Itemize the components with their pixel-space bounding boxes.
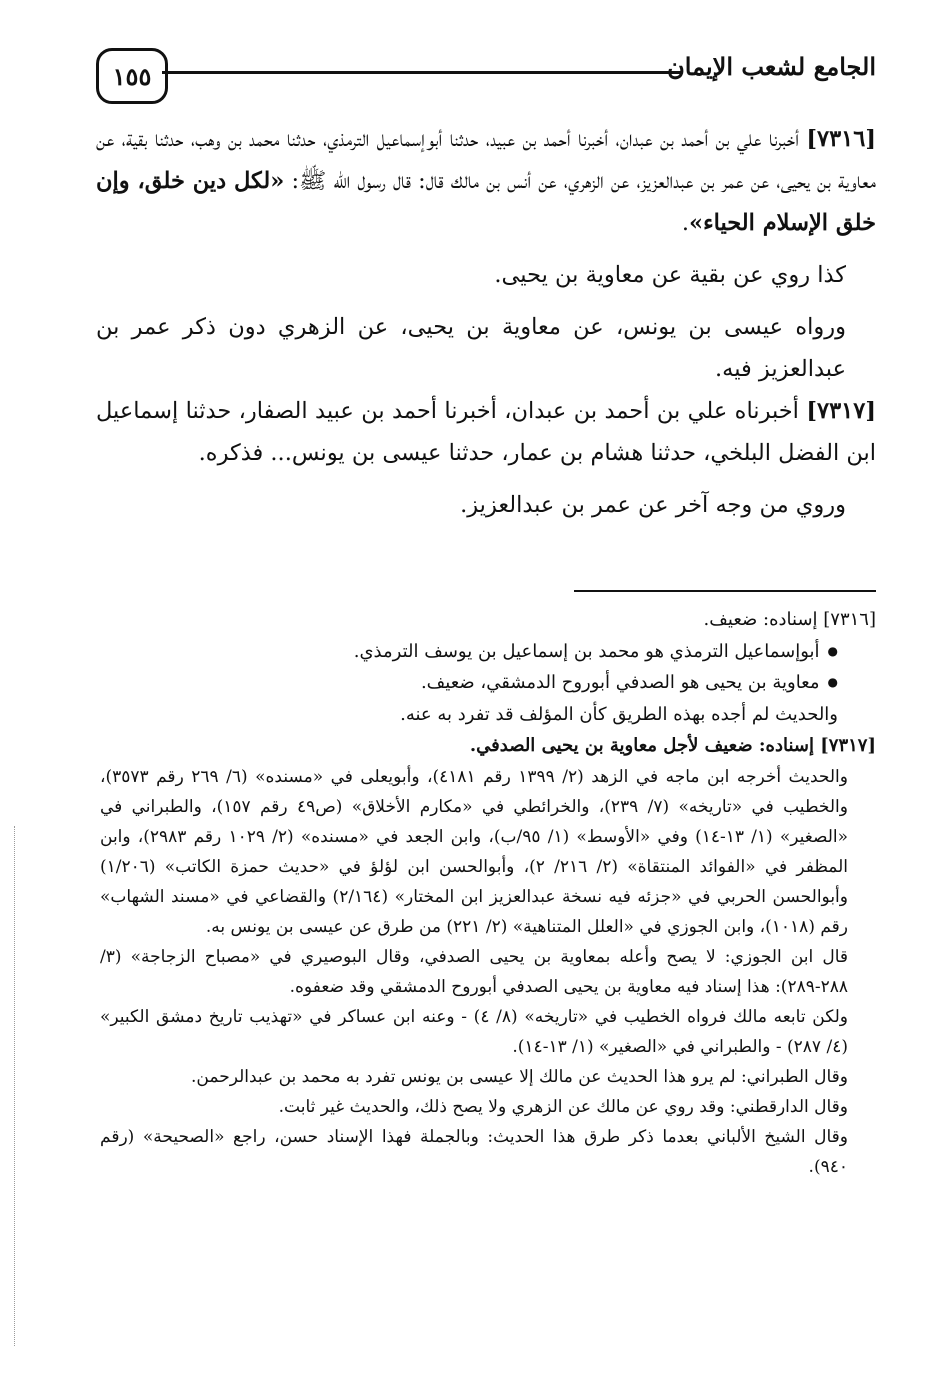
note-bullet: ● معاوية بن يحيى هو الصدفي أبوروح الدمشقي، ضعيف.: [100, 667, 876, 699]
note-paragraph: وقال الدارقطني: وقد روي عن مالك عن الزهري ولا يصح ذلك، والحديث غير ثابت.: [278, 1096, 848, 1117]
paragraph: ورواه عيسى بن يونس، عن معاوية بن يحيى، عن الزهري دون ذكر عمر بن عبدالعزيز فيه.: [96, 314, 846, 382]
hadith-7317: [96, 390, 876, 474]
note-paragraph: قال ابن الجوزي: لا يصح وأعله بمعاوية بن يحيى الصدفي، وقال البوصيري في «مصباح الزجاجة» (٣/ ٢٨٨-٢٨٩): هذا إسناد فيه معاوية بن يحيى الصدفي أبوروح الدمشقي وقد ضعفوه.: [100, 946, 848, 997]
hadith-isnad: أخبرنا علي بن أحمد بن عبدان، أخبرنا أحمد بن عبيد، حدثنا أبوإسماعيل الترمذي، حدثنا محمد بن وهب، حدثنا بقية، عن معاوية بن يحيى، عن عمر بن عبدالعزيز، عن الزهري، عن أنس بن مالك قال: قال رسول الله ﷺ:: [96, 126, 876, 194]
hadith-end: .: [681, 210, 689, 236]
note-paragraph: وقال الطبراني: لم يرو هذا الحديث عن مالك إلا عيسى بن يونس تفرد به محمد بن عبدالرحمن.: [191, 1066, 848, 1087]
running-title: الجامع لشعب الإيمان: [667, 52, 876, 81]
scan-margin-mark: [14, 826, 17, 1346]
page-number: ١٥٥: [96, 48, 168, 104]
note-paragraph: وقال الشيخ الألباني بعدما ذكر طرق هذا الحديث: وبالجملة فهذا الإسناد حسن، راجع «الصحيحة» (رقم ٩٤٠).: [100, 1126, 848, 1177]
note-bullet: ● أبوإسماعيل الترمذي هو محمد بن إسماعيل بن يوسف الترمذي.: [100, 636, 876, 668]
header-rule: [162, 71, 682, 74]
note-grade: إسناده: ضعيف.: [703, 609, 824, 630]
footnotes: [100, 604, 876, 1182]
note-heading: [100, 604, 876, 636]
page-header: [96, 40, 876, 110]
note-heading: [100, 730, 876, 762]
hadith-isnad: أخبرناه علي بن أحمد بن عبدان، أخبرنا أحمد بن عبيد الصفار، حدثنا إسماعيل ابن الفضل البلخي، حدثنا هشام بن عمار، حدثنا عيسى بن يونس... فذكره.: [96, 398, 876, 466]
hadith-number: [٧٣١٧]: [806, 398, 876, 424]
main-text: [96, 118, 876, 526]
hadith-7316: [96, 118, 876, 244]
note-number: [٧٣١٧]: [820, 735, 876, 756]
paragraph: كذا روي عن بقية عن معاوية بن يحيى.: [494, 262, 846, 288]
note-paragraph: ولكن تابعه مالك فرواه الخطيب في «تاريخه» (٨/ ٤) - وعنه ابن عساكر في «تهذيب تاريخ دمشق الكبير» (٤/ ٢٨٧) - والطبراني في «الصغير» (١/ ١٣-١٤).: [100, 1006, 848, 1057]
note-line: والحديث لم أجده بهذه الطريق كأن المؤلف قد تفرد به عنه.: [400, 703, 838, 725]
note-takhrij: والحديث أخرجه ابن ماجه في الزهد (٢/ ١٣٩٩ رقم ٤١٨١)، وأبويعلى في «مسنده» (٦/ ٢٦٩ رقم ٣٥٧٣)، والخطيب في «تاريخه» (٧/ ٢٣٩)، والخرائطي في «مكارم الأخلاق» (ص٤٩ رقم ١٥٧)، والطبراني في «الصغير» (١/ ١٣-١٤) وفي «الأوسط» (١/ ٩٥/ب)، وابن الجعد في «مسنده» (٢/ ١٠٢٩ رقم ٢٩٨٣)، وابن المظفر في «الفوائد المنتقاة» (٢/ ٢١٦/ ٢)، وأبوالحسن ابن لؤلؤ في «حديث حمزة الكاتب» (١/٢٠٦) وأبوالحسن الحربي في «جزئه فيه نسخة عبدالعزيز ابن المختار» (٢/١٦٤) والقضاعي في «مسند الشهاب» رقم (١٠١٨)، وابن الجوزي في «العلل المتناهية» (٢/ ٢٢١) من طرق عن عيسى بن يونس به.: [100, 766, 849, 937]
note-number: [٧٣١٦]: [823, 609, 876, 630]
hadith-matn: «لكل دين خلق، وإن خلق الإسلام الحياء»: [96, 168, 876, 236]
paragraph: وروي من وجه آخر عن عمر بن عبدالعزيز.: [460, 492, 846, 518]
note-grade: إسناده: ضعيف لأجل معاوية بن يحيى الصدفي.: [469, 735, 821, 756]
hadith-number: [٧٣١٦]: [806, 126, 876, 152]
footnote-separator: [574, 590, 876, 592]
